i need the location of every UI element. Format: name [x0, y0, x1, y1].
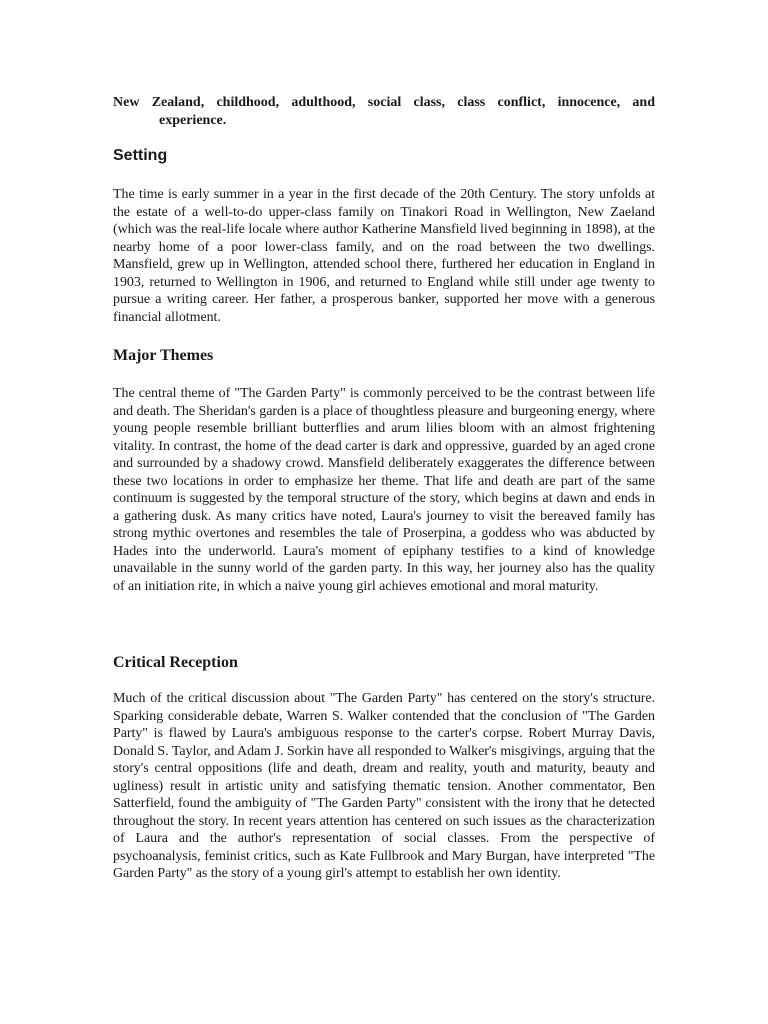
setting-heading: Setting: [113, 147, 168, 164]
critical-reception-heading: Critical Reception: [113, 654, 238, 671]
major-themes-paragraph: The central theme of "The Garden Party" is commonly perceived to be the contrast between life and death. The Sheridan's garden is a place of thoughtless pleasure and burgeoning energy, where young people resemble brilliant butterflies and arum lilies bloom with an almost frightening vitality. In contrast, the home of the dead carter is dark and oppressive, guarded by an aged crone and surrounded by a shadowy crowd. Mansfield deliberately exaggerates the difference between these two locations in order to emphasize her theme. That life and death are part of the same continuum is suggested by the temporal structure of the story, which begins at dawn and ends in a gathering dusk. As many critics have noted, Laura's journey to visit the bereaved family has strong mythic overtones and resembles the tale of Proserpina, a goddess who was abducted by Hades into the underworld. Laura's moment of epiphany testifies to a kind of knowledge unavailable in the sunny world of the garden party. In this way, her journey also has the quality of an initiation rite, in which a naive young girl achieves emotional and moral maturity.: [113, 386, 655, 594]
major-themes-heading: Major Themes: [113, 347, 214, 364]
keywords-line-1: New Zealand, childhood, adulthood, social class, class conflict, innocence, and: [113, 95, 655, 110]
setting-paragraph: The time is early summer in a year in the first decade of the 20th Century. The story unfolds at the estate of a well-to-do upper-class family on Tinakori Road in Wellington, New Zaeland (which was the real-life locale where author Katherine Mansfield lived beginning in 1898), at the nearby home of a poor lower-class family, and on the road between the two dwellings. Mansfield, grew up in Wellington, attended school there, furthered her education in England in 1903, returned to Wellington in 1906, and returned to England while still under age twenty to pursue a writing career. Her father, a prosperous banker, supported her move with a generous financial allotment.: [113, 187, 655, 325]
critical-reception-paragraph: Much of the critical discussion about "The Garden Party" has centered on the story's structure. Sparking considerable debate, Warren S. Walker contended that the conclusion of "The Garden Party" is flawed by Laura's ambiguous response to the carter's corpse. Robert Murray Davis, Donald S. Taylor, and Adam J. Sorkin have all responded to Walker's misgivings, arguing that the story's central oppositions (life and death, dream and reality, youth and maturity, beauty and ugliness) result in artistic unity and satisfying thematic tension. Another commentator, Ben Satterfield, found the ambiguity of "The Garden Party" consistent with the irony that he detected throughout the story. In recent years attention has centered on such issues as the characterization of Laura and the author's representation of social classes. From the perspective of psychoanalysis, feminist critics, such as Kate Fullbrook and Mary Burgan, have interpreted "The Garden Party" as the story of a young girl's attempt to establish her own identity.: [113, 691, 655, 881]
keywords: [113, 94, 655, 129]
keywords-line-2: experience.: [159, 112, 227, 128]
